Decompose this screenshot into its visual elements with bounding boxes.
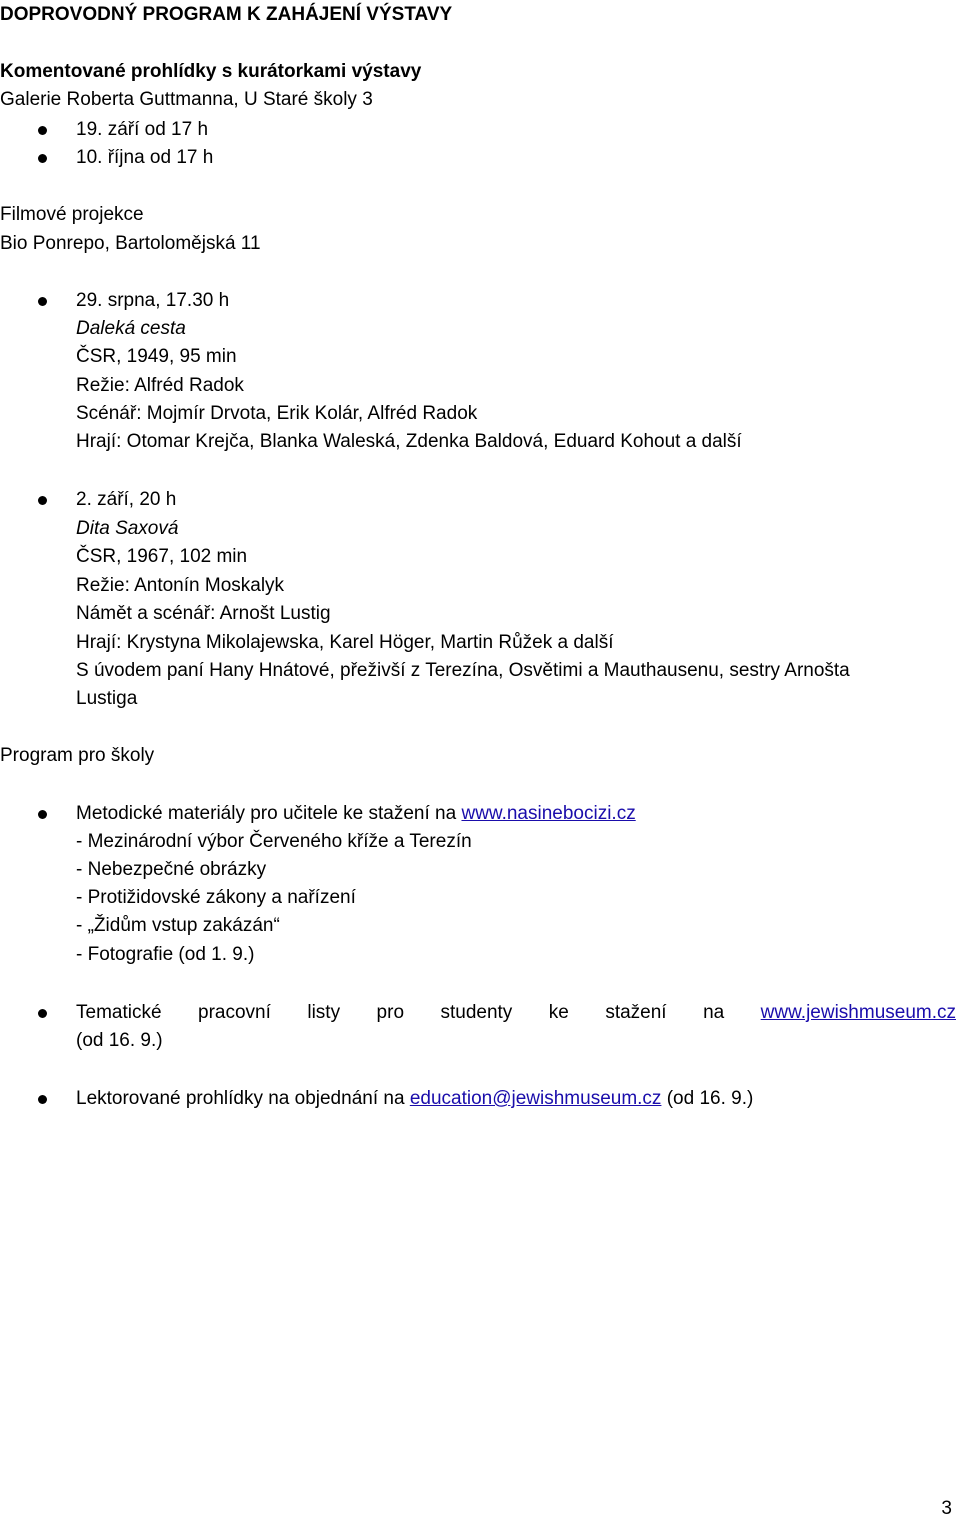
film-1-screenplay: Scénář: Mojmír Drvota, Erik Kolár, Alfréd Radok — [76, 403, 478, 424]
guided-suffix: (od 16. 9.) — [661, 1088, 754, 1109]
film-1-cast: Hrají: Otomar Krejča, Blanka Waleská, Zdenka Baldová, Eduard Kohout a další — [76, 431, 742, 452]
films-venue: Bio Ponrepo, Bartolomějská 11 — [0, 233, 261, 254]
materials-sub-1: - Mezinárodní výbor Červeného kříže a Terezín — [76, 831, 472, 852]
film-2-intro-cont: Lustiga — [76, 688, 138, 709]
nasinebocizi-link[interactable]: www.nasinebocizi.cz — [461, 803, 636, 824]
guided-item — [76, 1085, 753, 1114]
tour-date-1: 19. září od 17 h — [76, 119, 209, 140]
worksheets-word: ke — [548, 1002, 569, 1023]
tour-date-2: 10. října od 17 h — [76, 147, 214, 168]
bullet-icon — [38, 1009, 47, 1018]
materials-sub-3: - Protižidovské zákony a nařízení — [76, 887, 356, 908]
tours-title: Komentované prohlídky s kurátorkami výstavy — [0, 61, 422, 82]
bullet-icon — [38, 1095, 47, 1104]
worksheets-word: pracovní — [198, 1002, 271, 1023]
worksheets-word: Tematické — [76, 1002, 162, 1023]
film-1-director: Režie: Alfréd Radok — [76, 375, 244, 396]
tours-venue: Galerie Roberta Guttmanna, U Staré školy 3 — [0, 89, 373, 110]
page-number: 3 — [941, 1498, 952, 1519]
worksheets-word: listy — [307, 1002, 341, 1023]
worksheets-item — [76, 999, 956, 1028]
worksheets-word: stažení — [605, 1002, 667, 1023]
jewishmuseum-link[interactable]: www.jewishmuseum.cz — [760, 1002, 956, 1023]
bullet-icon — [38, 297, 47, 306]
worksheets-word: pro — [376, 1002, 405, 1023]
guided-text: Lektorované prohlídky na objednání na — [76, 1088, 410, 1109]
materials-sub-5: - Fotografie (od 1. 9.) — [76, 944, 255, 965]
worksheets-date: (od 16. 9.) — [76, 1030, 163, 1051]
worksheets-word: studenty — [440, 1002, 513, 1023]
education-email-link[interactable]: education@jewishmuseum.cz — [409, 1088, 662, 1109]
materials-item — [76, 800, 636, 829]
schools-title: Program pro školy — [0, 745, 155, 766]
film-1-name: Daleká cesta — [76, 318, 186, 339]
film-1-date: 29. srpna, 17.30 h — [76, 290, 230, 311]
film-2-cast: Hrají: Krystyna Mikolajewska, Karel Höger, Martin Růžek a další — [76, 632, 614, 653]
materials-sub-4: - „Židům vstup zakázán“ — [76, 915, 280, 936]
film-2-date: 2. září, 20 h — [76, 489, 177, 510]
bullet-icon — [38, 496, 47, 505]
materials-sub-2: - Nebezpečné obrázky — [76, 859, 267, 880]
bullet-icon — [38, 810, 47, 819]
materials-text: Metodické materiály pro učitele ke stažení na — [76, 803, 462, 824]
films-title: Filmové projekce — [0, 204, 144, 225]
worksheets-word: na — [703, 1002, 725, 1023]
bullet-icon — [38, 154, 47, 163]
film-2-name: Dita Saxová — [76, 518, 179, 539]
document-heading: DOPROVODNÝ PROGRAM K ZAHÁJENÍ VÝSTAVY — [0, 4, 453, 25]
bullet-icon — [38, 126, 47, 135]
film-2-director: Režie: Antonín Moskalyk — [76, 575, 285, 596]
film-1-info: ČSR, 1949, 95 min — [76, 346, 237, 367]
film-2-screenplay: Námět a scénář: Arnošt Lustig — [76, 603, 331, 624]
film-2-intro: S úvodem paní Hany Hnátové, přeživší z Terezína, Osvětimi a Mauthausenu, sestry Arnošta — [76, 660, 850, 681]
film-2-info: ČSR, 1967, 102 min — [76, 546, 248, 567]
